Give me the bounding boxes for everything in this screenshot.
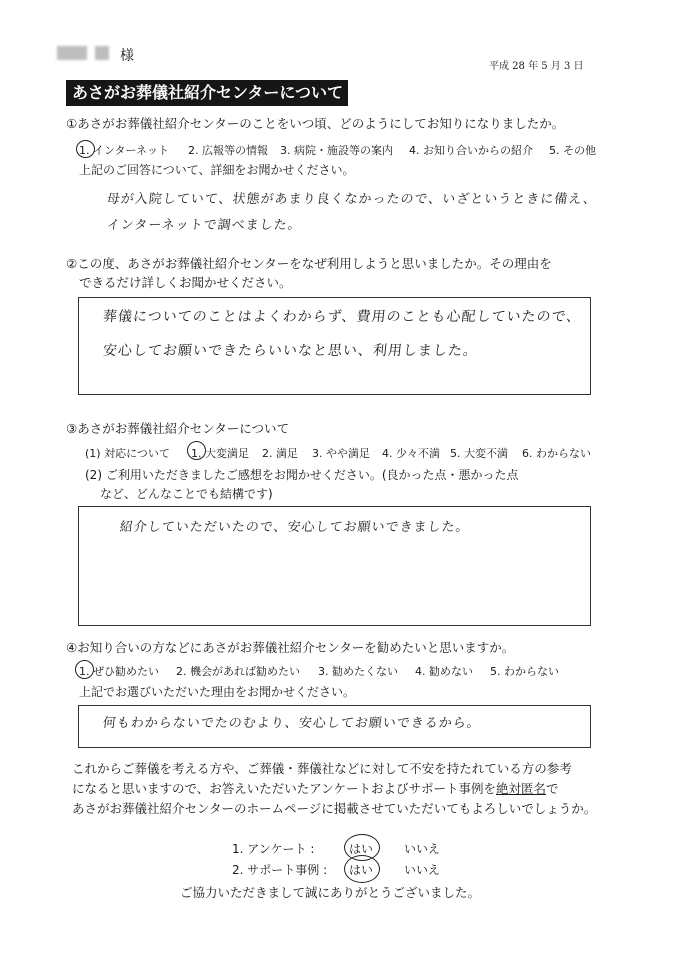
q2-answer-line2: 安心してお願いできたらいいなと思い、利用しました。 <box>102 343 479 359</box>
q4-option-1: 1. ぜひ勧めたい <box>79 665 159 678</box>
q4-question: ④お知り合いの方などにあさがお葬儀社紹介センターを勧めたいと思いますか。 <box>66 640 515 655</box>
q3-answer: 紹介していただいたので、安心してお願いできました。 <box>119 520 471 535</box>
consent-row2-no: いいえ <box>404 863 441 877</box>
consent-line2-emphasis: 絶対匿名 <box>496 781 547 796</box>
date: 平成 28 年 5 月 3 日 <box>489 61 584 72</box>
consent-line3: あさがお葬儀社紹介センターのホームページに掲載させていただいてもよろしいでしょうか。 <box>72 801 597 816</box>
redacted-name <box>57 46 87 60</box>
q3-option-5: 5. 大変不満 <box>450 447 508 460</box>
q2-question-line1: ②この度、あさがお葬儀社紹介センターをなぜ利用しようと思いましたか。その理由を <box>66 256 552 271</box>
consent-line1: これからご葬儀を考える方や、ご葬儀・葬儀社などに対して不安を持たれている方の参考 <box>72 761 572 776</box>
q3-sub2-line2: など、どんなことでも結構です) <box>100 487 273 501</box>
q1-answer-line1: 母が入院していて、状態があまり良くなかったので、いざというときに備え、 <box>106 192 598 207</box>
q1-followup: 上記のご回答について、詳細をお聞かせください。 <box>79 163 355 177</box>
consent-row2-yes: はい <box>349 863 374 877</box>
consent-row1-label: 1. アンケート : <box>232 842 315 856</box>
q4-option-2: 2. 機会があれば勧めたい <box>176 665 300 678</box>
consent-line2-post: で <box>546 781 559 796</box>
q3-sub2-line1: (2) ご利用いただきましたご感想をお聞かせください。(良かった点・悪かった点 <box>85 468 519 482</box>
q3-sub1-label: (1) 対応について <box>85 447 170 460</box>
consent-line2 <box>72 780 559 797</box>
q2-question-line2: できるだけ詳しくお聞かせください。 <box>79 275 292 290</box>
q1-question: ①あさがお葬儀社紹介センターのことをいつ頃、どのようにしてお知りになりましたか。 <box>66 116 565 131</box>
q1-option-4: 4. お知り合いからの紹介 <box>409 144 533 157</box>
honorific: 様 <box>120 48 134 64</box>
q4-followup: 上記でお選びいただいた理由をお聞かせください。 <box>79 685 356 699</box>
q1-answer-line2: インターネットで調べました。 <box>106 218 303 233</box>
q2-answer-line1: 葬儀についてのことはよくわからず、費用のことも心配していたので、 <box>102 309 583 325</box>
consent-row1-yes: はい <box>349 842 374 856</box>
q1-option-2: 2. 広報等の情報 <box>188 144 268 157</box>
consent-row1-no: いいえ <box>404 842 441 856</box>
q1-option-3: 3. 病院・施設等の案内 <box>280 144 393 157</box>
redacted-name-2 <box>95 46 109 60</box>
q3-option-2: 2. 満足 <box>262 447 298 460</box>
thanks: ご協力いただきまして誠にありがとうございました。 <box>180 885 481 900</box>
q4-option-5: 5. わからない <box>490 665 559 678</box>
q3-question: ③あさがお葬儀社紹介センターについて <box>66 421 289 436</box>
q4-option-3: 3. 勧めたくない <box>318 665 398 678</box>
page-title: あさがお葬儀社紹介センターについて <box>66 80 348 106</box>
q3-option-6: 6. わからない <box>522 447 591 460</box>
q3-option-3: 3. やや満足 <box>312 447 370 460</box>
q4-option-4: 4. 勧めない <box>415 665 473 678</box>
consent-line2-pre: になると思いますので、お答えいただいたアンケートおよびサポート事例を <box>72 781 497 796</box>
q1-option-5: 5. その他 <box>549 144 596 157</box>
q3-option-1: 1. 大変満足 <box>191 447 249 460</box>
q3-option-4: 4. 少々不満 <box>382 447 440 460</box>
consent-row2-label: 2. サポート事例 : <box>232 863 328 877</box>
q4-answer: 何もわからないでたのむより、安心してお願いできるから。 <box>102 716 482 731</box>
q1-option-1: 1. インターネット <box>79 144 170 157</box>
